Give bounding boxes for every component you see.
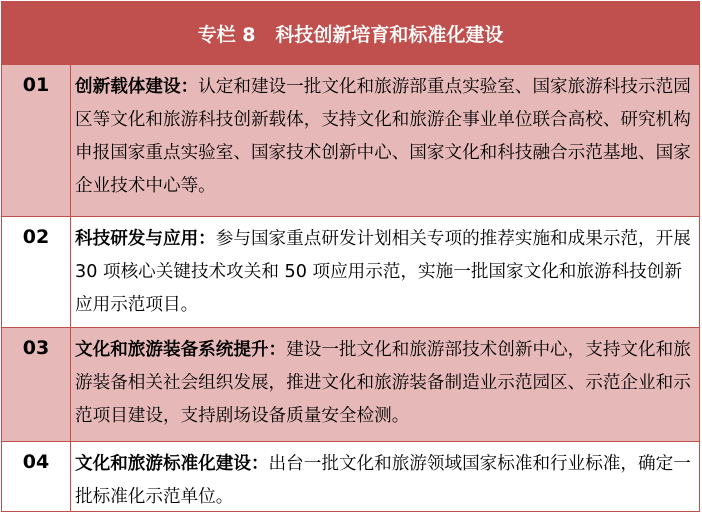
row-heading: 创新载体建设： bbox=[75, 77, 199, 97]
row-content bbox=[71, 217, 699, 322]
table-row bbox=[2, 327, 699, 441]
row-text: 认定和建设一批文化和旅游部重点实验室、国家旅游科技示范园区等文化和旅游科技创新载体，支持文化和旅游企事业单位联合高校、研究机构申报国家重点实验室、国家技术创新中心、国家文化和科技融合示范基地、国家企业技术中心等。 bbox=[75, 77, 691, 196]
row-text: 出台一批文化和旅游领域国家标准和行业标准，确定一批标准化示范单位。 bbox=[75, 454, 691, 507]
row-text: 建设一批文化和旅游部技术创新中心，支持文化和旅游装备相关社会组织发展，推进文化和旅游装备制造业示范园区、示范企业和示范项目建设，支持剧场设备质量安全检测。 bbox=[75, 340, 691, 426]
row-number: 02 bbox=[2, 217, 71, 327]
row-text: 参与国家重点研发计划相关专项的推荐实施和成果示范，开展 30 项核心关键技术攻关和 50 项应用示范，实施一批国家文化和旅游科技创新应用示范项目。 bbox=[75, 229, 691, 315]
table-row bbox=[2, 216, 699, 327]
row-heading: 文化和旅游标准化建设： bbox=[75, 454, 269, 474]
table-row bbox=[2, 441, 699, 511]
row-heading: 科技研发与应用： bbox=[75, 229, 216, 249]
column-panel bbox=[1, 1, 700, 512]
row-number: 04 bbox=[2, 442, 71, 511]
row-number: 03 bbox=[2, 328, 71, 441]
row-content bbox=[71, 442, 699, 514]
row-content bbox=[71, 65, 699, 203]
panel-title: 专栏 8 科技创新培育和标准化建设 bbox=[2, 2, 699, 64]
row-heading: 文化和旅游装备系统提升： bbox=[75, 340, 287, 360]
row-content bbox=[71, 328, 699, 433]
table-row bbox=[2, 64, 699, 216]
row-number: 01 bbox=[2, 65, 71, 216]
